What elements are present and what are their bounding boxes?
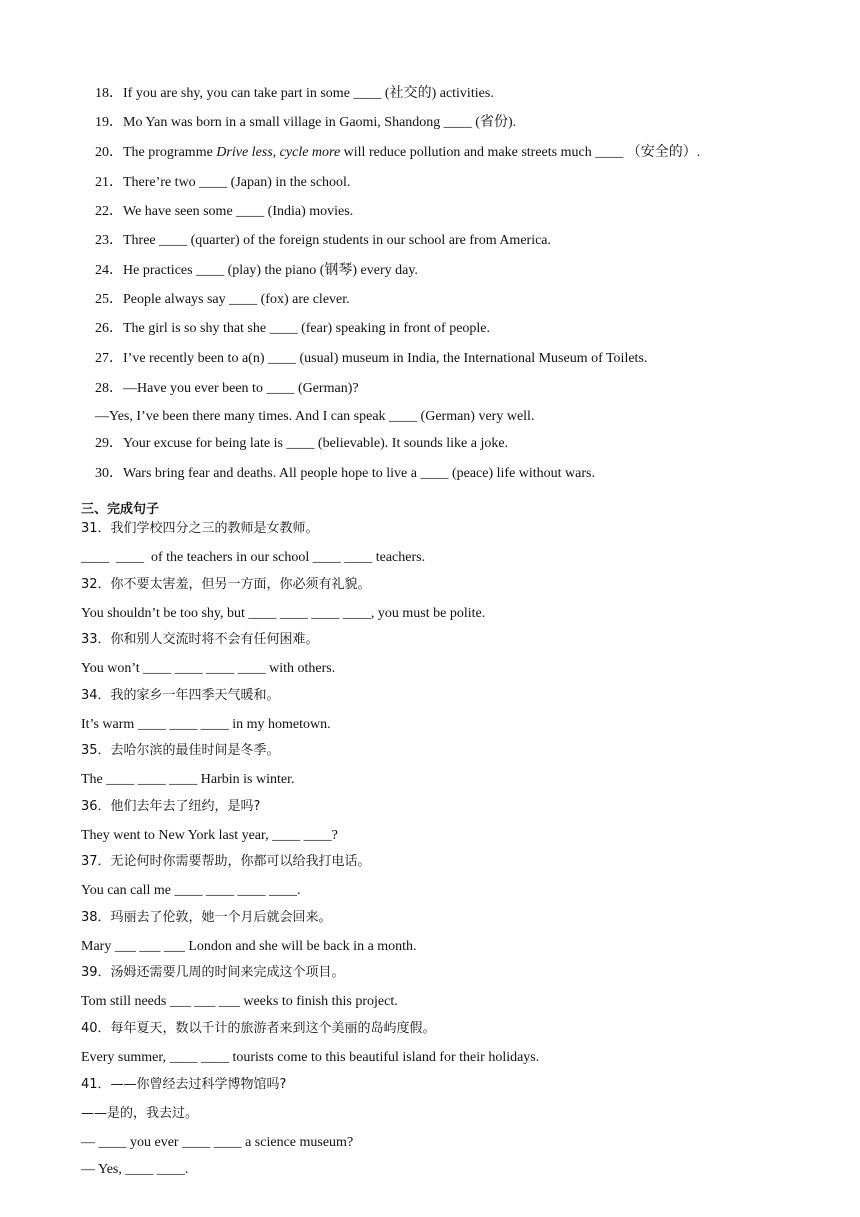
question-35-english: The ____ ____ ____ Harbin is winter. [81, 772, 295, 787]
question-text: The girl is so shy that she ____ (fear) speaking in front of people. [123, 321, 491, 336]
question-41-chinese-q: 41．——你曾经去过科学博物馆吗? [81, 1077, 287, 1092]
section-heading: 三、完成句子 [81, 502, 160, 517]
question-30 [81, 447, 595, 501]
question-text: —Have you ever been to ____ (German)? [123, 381, 359, 396]
question-text: Three ____ (quarter) of the foreign students in our school are from America. [123, 233, 552, 248]
question-41-chinese-a: ——是的，我去过。 [81, 1106, 199, 1121]
question-number: 28． [95, 381, 123, 396]
question-number: 23． [95, 233, 123, 248]
question-number: 26． [95, 321, 123, 336]
question-text: If you are shy, you can take part in some ____ (社交的) activities. [123, 86, 494, 101]
question-32-english: You shouldn’t be too shy, but ____ ____ ____ ____, you must be polite. [81, 606, 486, 621]
question-number: 22． [95, 204, 123, 219]
question-31-chinese: 31．我们学校四分之三的教师是女教师。 [81, 521, 319, 536]
question-33-chinese: 33．你和别人交流时将不会有任何困难。 [81, 632, 319, 647]
question-35-chinese: 35．去哈尔滨的最佳时间是冬季。 [81, 743, 280, 758]
question-37-english: You can call me ____ ____ ____ ____. [81, 883, 301, 898]
question-number: 21． [95, 175, 123, 190]
question-40-chinese: 40．每年夏天，数以千计的旅游者来到这个美丽的岛屿度假。 [81, 1021, 436, 1036]
programme-title: Drive less, cycle more [216, 145, 341, 160]
question-39-english: Tom still needs ___ ___ ___ weeks to finish this project. [81, 994, 398, 1009]
question-38-english: Mary ___ ___ ___ London and she will be back in a month. [81, 939, 417, 954]
question-37-chinese: 37．无论何时你需要帮助，你都可以给我打电话。 [81, 854, 371, 869]
question-text: We have seen some ____ (India) movies. [123, 204, 354, 219]
question-40-english: Every summer, ____ ____ tourists come to this beautiful island for their holidays. [81, 1050, 540, 1065]
question-text: There’re two ____ (Japan) in the school. [123, 175, 351, 190]
question-text: —Yes, I’ve been there many times. And I can speak ____ (German) very well. [95, 409, 535, 424]
question-number: 29． [95, 436, 123, 451]
question-31-english: ____ ____ of the teachers in our school ____ ____ teachers. [81, 550, 426, 565]
question-text: Wars bring fear and deaths. All people hope to live a ____ (peace) life without wars. [123, 466, 595, 481]
question-text: I’ve recently been to a(n) ____ (usual) museum in India, the International Museum of Toilets. [123, 351, 648, 366]
question-number: 19． [95, 115, 123, 130]
question-32-chinese: 32．你不要太害羞，但另一方面，你必须有礼貌。 [81, 577, 371, 592]
question-38-chinese: 38．玛丽去了伦敦，她一个月后就会回来。 [81, 910, 332, 925]
question-41-english-a: — Yes, ____ ____. [81, 1162, 189, 1177]
question-34-chinese: 34．我的家乡一年四季天气暖和。 [81, 688, 280, 703]
question-36-english: They went to New York last year, ____ ____? [81, 828, 338, 843]
question-41-english-q: — ____ you ever ____ ____ a science museum? [81, 1135, 354, 1150]
question-text: Your excuse for being late is ____ (believable). It sounds like a joke. [123, 436, 509, 451]
question-number: 25． [95, 292, 123, 307]
question-number: 18． [95, 86, 123, 101]
question-number: 30． [95, 466, 123, 481]
question-33-english: You won’t ____ ____ ____ ____ with others. [81, 661, 336, 676]
question-text: He practices ____ (play) the piano (钢琴) every day. [123, 263, 418, 278]
question-number: 20． [95, 145, 123, 160]
question-39-chinese: 39．汤姆还需要几周的时间来完成这个项目。 [81, 965, 345, 980]
question-text: Mo Yan was born in a small village in Gaomi, Shandong ____ (省份). [123, 115, 517, 130]
question-number: 24． [95, 263, 123, 278]
question-text: People always say ____ (fox) are clever. [123, 292, 350, 307]
question-text-post: will reduce pollution and make streets much ____ （安全的）. [340, 145, 701, 160]
question-text-pre: The programme [123, 145, 217, 160]
question-number: 27． [95, 351, 123, 366]
question-36-chinese: 36．他们去年去了纽约，是吗? [81, 799, 261, 814]
question-34-english: It’s warm ____ ____ ____ in my hometown. [81, 717, 331, 732]
